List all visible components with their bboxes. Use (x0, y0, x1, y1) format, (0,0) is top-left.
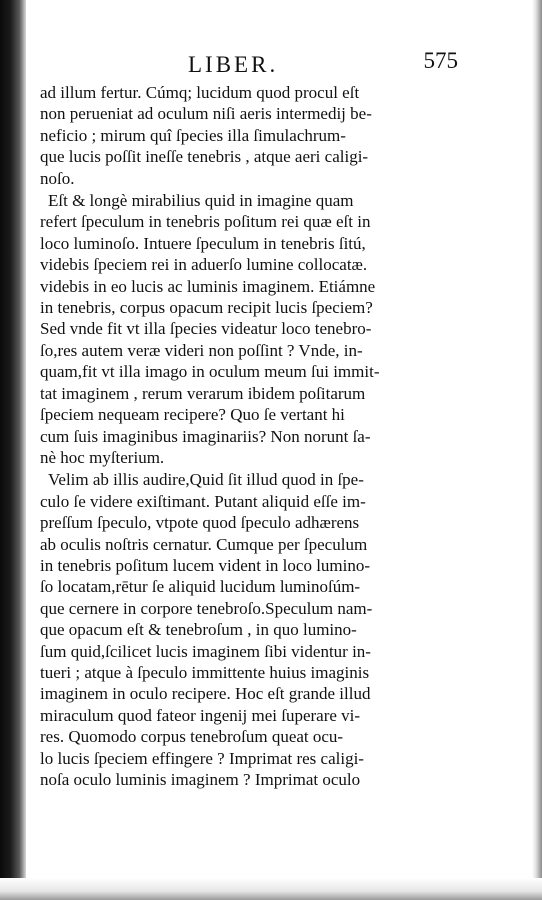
paragraph-2 (40, 190, 432, 468)
text-line: loco luminoſo. Intuere ſpeculum in tenebris ſitú, (40, 233, 366, 253)
text-line: videbis ſpeciem rei in aduerſo lumine collocatæ. (40, 255, 368, 275)
page-right-edge (532, 0, 542, 900)
text-line: cum ſuis imaginibus imaginariis? Non norunt ſa- (40, 426, 371, 446)
text-line: videbis in eo lucis ac luminis imaginem. Etiámne (40, 276, 376, 296)
text-line: ſo,res autem veræ videri non poſſint ? Vnde, in- (40, 340, 363, 360)
text-line: quam,fit vt illa imago in oculum meum ſui immit- (40, 362, 380, 382)
text-line: ſum quid,ſcilicet lucis imaginem ſibi videntur in- (40, 641, 371, 661)
text-line: refert ſpeculum in tenebris poſitum rei quæ eſt in (40, 212, 371, 232)
text-line: lo lucis ſpeciem effingere ? Imprimat res caligi- (40, 748, 364, 768)
text-line: ad illum fertur. Cúmq; lucidum quod procul eſt (40, 83, 360, 102)
text-line: tueri ; atque à ſpeculo immittente huius imaginis (40, 662, 370, 682)
text-line: culo ſe videre exiſtimant. Putant aliquid eſſe im- (40, 491, 366, 511)
paragraph-3 (40, 469, 432, 790)
running-head (40, 48, 458, 82)
text-line: in tenebris poſitum lucem vident in loco lumino- (40, 555, 371, 575)
text-line: preſſum ſpeculo, vtpote quod ſpeculo adhærens (40, 513, 360, 533)
text-line: que opacum eſt & tenebroſum , in quo lumino- (40, 620, 357, 640)
text-line: nè hoc myſterium. (40, 447, 165, 467)
text-line: Eſt & longè mirabilius quid in imagine quam (48, 191, 354, 211)
text-line: in tenebris, corpus opacum recipit lucis ſpeciem? (40, 298, 373, 318)
text-line: que cernere in corpore tenebroſo.Speculum nam- (40, 598, 373, 618)
text-line: imaginem in oculo recipere. Hoc eſt grande illud (40, 684, 371, 704)
text-line: miraculum quod fateor ingenij mei ſuperare vi- (40, 705, 361, 725)
text-block (40, 48, 458, 791)
text-line: tat imaginem , rerum verarum ibidem poſitarum (40, 383, 366, 403)
text-line: ab oculis noſtris cernatur. Cumque per ſpeculum (40, 534, 368, 554)
page-bottom-edge (0, 878, 542, 900)
paragraph-1 (40, 82, 432, 189)
running-head-title: LIBER. (188, 52, 279, 77)
text-line: neficio ; mirum quî ſpecies illa ſimulachrum- (40, 125, 346, 145)
binding-shadow (0, 0, 26, 900)
text-line: res. Quomodo corpus tenebroſum queat ocu- (40, 727, 344, 747)
text-line: que lucis poſſit ineſſe tenebris , atque aeri caligi- (40, 147, 369, 167)
text-line: non perueniat ad oculum niſi aeris intermedij be- (40, 104, 372, 124)
page-number: 575 (423, 48, 458, 73)
body-text (40, 82, 432, 790)
text-line: noſo. (40, 168, 75, 188)
text-line: Sed vnde fit vt illa ſpecies videatur loco tenebro- (40, 319, 372, 339)
text-line: ſpeciem nequeam recipere? Quo ſe vertant hi (40, 405, 345, 425)
text-line: Velim ab illis audire,Quid ſit illud quod in ſpe- (48, 470, 364, 490)
text-line: noſa oculo luminis imaginem ? Imprimat oculo (40, 770, 361, 789)
text-line: ſo locatam,rētur ſe aliquid lucidum luminoſúm- (40, 577, 361, 597)
